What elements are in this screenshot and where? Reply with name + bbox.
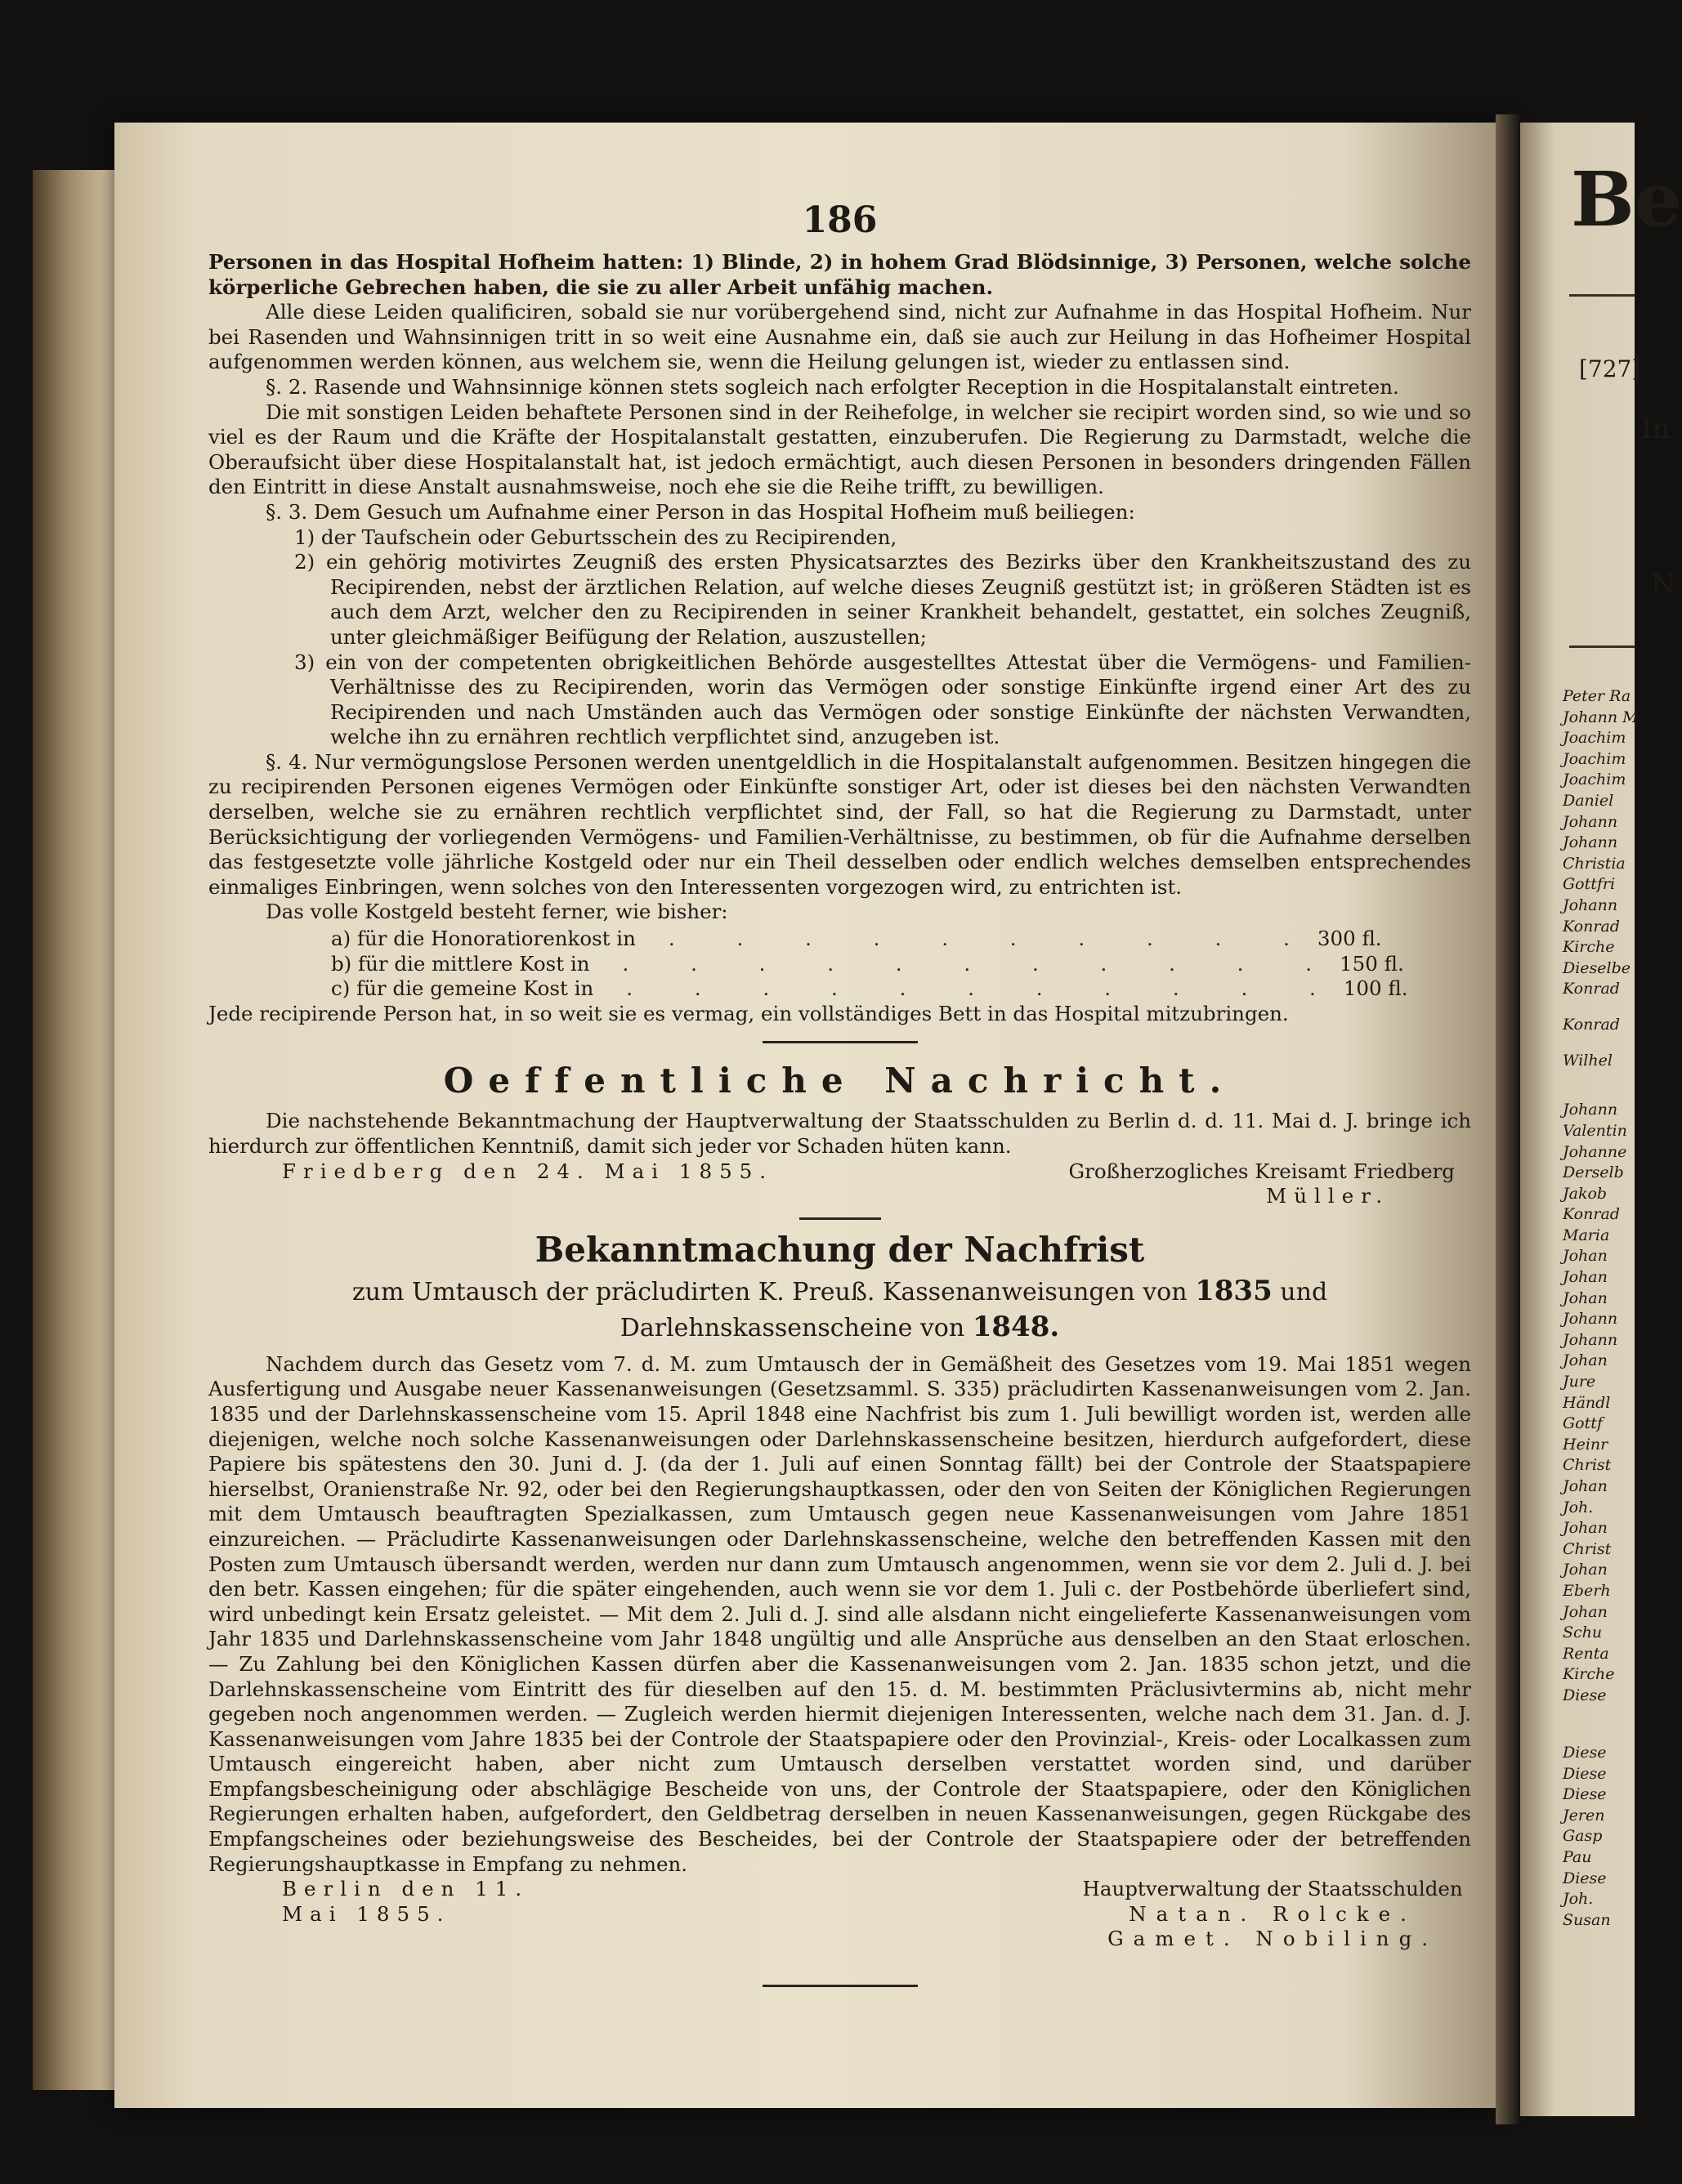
right-page-number: [727]: [1579, 355, 1641, 382]
right-page-name: Johann: [1563, 812, 1618, 831]
right-page-name: Konrad: [1563, 917, 1620, 936]
right-page-name: Kirche: [1563, 938, 1615, 957]
page-content: [208, 196, 1471, 2002]
right-page-name: Wilhel: [1563, 1052, 1613, 1070]
right-page-name: Jakob: [1563, 1184, 1608, 1203]
right-page-name: Johan: [1563, 1289, 1608, 1307]
right-page-name: Renta: [1563, 1644, 1609, 1663]
right-page-name: Johanne: [1563, 1142, 1627, 1161]
list-item: 3) ein von der competenten obrigkeitlichen Behörde ausgestelltes Attestat über die Vermögens- und Familien-Verhältnisse des zu Recipirenden, worin das Vermögen oder sonstige Einkünfte irgend einer Art des zu Recipirenden und nach Umständen auch das Vermögen oder sonstige Einkünfte der nächsten Verwandten, welche ihn zu ernähren rechtlich verpflichtet sind, anzugeben ist.: [294, 650, 1471, 749]
right-page-name-list: [1563, 686, 1677, 1931]
right-page-name: Joachim: [1563, 749, 1626, 768]
right-page-name: Joachim: [1563, 729, 1626, 748]
right-page-name: Jure: [1563, 1373, 1596, 1391]
right-page-name: Johann: [1563, 1101, 1618, 1119]
right-page-name: Konrad: [1563, 980, 1620, 998]
fee-row: [331, 951, 1404, 977]
right-page-name: Valentin: [1563, 1121, 1627, 1140]
right-page-name: Konrad: [1563, 1016, 1620, 1034]
fee-amount: 150 fl.: [1340, 951, 1404, 976]
section-heading-bekanntmachung: Bekanntmachung der Nachfrist: [535, 1229, 1145, 1270]
right-page-rule: [1569, 294, 1635, 297]
right-page-name: Johan: [1563, 1519, 1608, 1538]
fee-leader-dots: . . . . . . . . . . .: [626, 976, 1344, 1001]
right-page-name: Diese: [1563, 1869, 1607, 1887]
paragraph-s2b: Die mit sonstigen Leiden behaftete Personen sind in der Reihefolge, in welcher sie recipirt worden sind, so wie und so viel es der Raum und die Kräfte der Hospitalanstalt gestatten, einzuberufen. Die Regierung zu Darmstadt, welche die Oberaufsicht über diese Hospitalanstalt hat, ist jedoch ermächtigt, auch diesen Personen in besonders dringenden Fällen den Eintritt in diese Anstalt ausnahmsweise, noch ehe sie die Reihe trifft, zu bewilligen.: [208, 400, 1471, 499]
signer: Müller.: [1266, 1184, 1389, 1208]
fee-label: c) für die gemeine Kost in: [331, 976, 594, 1001]
signature-block: [1074, 1877, 1471, 1952]
paragraph-nachricht: Die nachstehende Bekanntmachung der Hauptverwaltung der Staatsschulden zu Berlin d. d. 11. Mai d. J. bringe ich hierdurch zur öffentlichen Kenntniß, damit sich jeder vor Schaden hüten kann.: [208, 1109, 1471, 1158]
right-page-name: Johan: [1563, 1477, 1608, 1495]
paragraph-bekanntmachung: Nachdem durch das Gesetz vom 7. d. M. zum Umtausch der in Gemäßheit des Gesetzes vom 19. Mai 1851 wegen Ausfertigung und Ausgabe neuer Kassenanweisungen (Gesetzsamml. S. 335) präcludirten Kassenanweisungen vom 2. Jan. 1835 und der Darlehnskassenscheine vom 15. April 1848 eine Nachfrist bis zum 1. Juli bewilligt worden ist, werden alle diejenigen, welche noch solche Kassenanweisungen oder Darlehnskassenscheine besitzen, hierdurch aufgefordert, diese Papiere bis spätestens den 30. Juni d. J. (da der 1. Juli auf einen Sonntag fällt) bei der Controle der Staatspapiere hierselbst, Oranienstraße Nr. 92, oder bei den Regierungshauptkassen, oder den von Seiten der Königlichen Regierungen mit dem Umtausch beauftragten Spezialkassen, zum Umtausch gegen neue Kassenanweisungen vom Jahre 1851 einzureichen. — Präcludirte Kassenanweisungen oder Darlehnskassenscheine, welche den betreffenden Kassen mit den Posten zum Umtausch übersandt werden, werden nur dann zum Umtausch angenommen, wenn sie vor dem 2. Juli d. J. bei den betr. Kassen eingehen; für die später eingehenden, auch wenn sie vor dem 1. Juli c. der Postbehörde überliefert sind, wird unbedingt kein Ersatz geleistet. — Mit dem 2. Juli d. J. sind alle alsdann nicht eingelieferte Kassenanweisungen vom Jahr 1835 und Darlehnskassenscheine vom Jahr 1848 ungültig und alle Ansprüche aus denselben an den Staat erloschen. — Zu Zahlung bei den Königlichen Kassen dürfen aber die Kassenanweisungen vom 2. Jan. 1835 schon jetzt, und die Darlehnskassenscheine vom Eintritt des für dieselben auf den 15. d. M. bestimmten Präclusivtermins ab, nicht mehr gegeben noch angenommen werden. — Zugleich werden hiermit diejenigen Interessenten, welche nach dem 31. Jan. d. J. Kassenanweisungen vom Jahre 1835 bei der Controle der Staatspapiere oder den Provinzial-, Kreis- oder Localkassen zum Umtausch eingereicht haben, aber nicht zum Umtausch derselben verstattet worden sind, und darüber Empfangsbescheinigung oder abschlägige Bescheide von uns, der Controle der Staatspapiere, oder den Königlichen Regierungen erhalten haben, aufgefordert, den Geldbetrag derselben in neuen Kassenanweisungen, gegen Rückgabe des Empfangscheines oder beziehungsweise des Bescheides, bei der Controle der Staatspapiere oder der betreffenden Regierungshauptkasse in Empfang zu nehmen.: [208, 1351, 1471, 1876]
right-page-name: Joh.: [1563, 1498, 1594, 1516]
fee-amount: 300 fl.: [1317, 927, 1382, 951]
page-number: 186: [802, 199, 878, 241]
right-page-name: Susan: [1563, 1910, 1611, 1929]
right-page-name: Konrad: [1563, 1205, 1620, 1224]
authority: Hauptverwaltung der Staatsschulden: [1082, 1877, 1463, 1901]
fee-amount: 100 fl.: [1343, 976, 1408, 1001]
paragraph-s3: §. 3. Dem Gesuch um Aufnahme einer Person in das Hospital Hofheim muß beiliegen:: [266, 499, 1135, 524]
section-subheading: [208, 1274, 1471, 1346]
right-page-name: Kirche: [1563, 1665, 1615, 1684]
subheading-part: zum Umtausch der präcludirten K. Preuß. Kassenanweisungen von: [351, 1277, 1188, 1306]
right-page-text-1: In: [1641, 413, 1671, 445]
right-page-name: Händl: [1563, 1393, 1611, 1412]
right-page-name: Daniel: [1563, 791, 1614, 810]
right-page-name: Johann: [1563, 833, 1618, 852]
fee-row: [331, 976, 1408, 1002]
paragraph-bett: Jede recipirende Person hat, in so weit sie es vermag, ein vollständiges Bett in das Hospital mitzubringen.: [208, 1001, 1289, 1025]
requirements-list: [294, 525, 1471, 750]
signature-row: [208, 1877, 1471, 1952]
book-gutter: [1496, 114, 1520, 2124]
paragraph-s4: §. 4. Nur vermögungslose Personen werden unentgeldlich in die Hospitalanstalt aufgenommen. Besitzen hingegen die zu recipirenden Personen eigenes Vermögen oder Einkünfte sonstiger Art, oder ist dieses bei den nächsten Verwandten derselben, welche sie zu ernähren rechtlich verpflichtet sind, der Fall, so hat die Regierung zu Darmstadt, unter Berücksichtigung der vorliegenden Vermögens- und Familien-Verhältnisse, zu bestimmen, ob für die Aufnahme derselben das festgesetzte volle jährliche Kostgeld oder nur ein Theil desselben oder endlich welches demselben entsprechendes einmaliges Einbringen, wenn solches von den Interessenten vorgezogen wird, zu entrichten ist.: [208, 749, 1471, 899]
right-page-name: Johann: [1563, 1330, 1618, 1349]
right-page-name: Dieselbe: [1563, 958, 1631, 977]
fee-label: a) für die Honoratiorenkost in: [331, 927, 636, 951]
fee-leader-dots: . . . . . . . . . . .: [622, 951, 1340, 976]
right-page-name: Christ: [1563, 1539, 1612, 1558]
signers: Natan. Rolcke. Gamet. Nobiling.: [1107, 1901, 1438, 1951]
list-item: 2) ein gehörig motivirtes Zeugniß des ersten Physicatsarztes des Bezirks über den Krankheitszustand des zu Recipirenden, nebst der ärztlichen Relation, auf welche dieses Zeugniß gestützt ist; in größeren Städten ist es auch dem Arzt, welcher den zu Recipirenden in seiner Krankheit behandelt, gestattet, ein solches Zeugniß, unter gleichmäßiger Beifügung der Relation, auszustellen;: [294, 550, 1471, 649]
right-page-name: Joh.: [1563, 1890, 1594, 1909]
subheading-year: 1835: [1195, 1274, 1273, 1307]
right-page-name: Johann: [1563, 895, 1618, 914]
list-item: 1) der Taufschein oder Geburtsschein des zu Recipirenden,: [294, 525, 897, 549]
right-page-name: Peter Ra: [1563, 687, 1631, 705]
subheading-part: und Darlehnskassenscheine von: [620, 1277, 1328, 1342]
paragraph-s2: §. 2. Rasende und Wahnsinnige können stets sogleich nach erfolgter Reception in die Hospitalanstalt eintreten.: [266, 374, 1399, 399]
right-page-name: Diese: [1563, 1686, 1607, 1704]
right-page-name: Johan: [1563, 1247, 1608, 1266]
section-divider: [763, 1985, 918, 1987]
right-page-name: Diese: [1563, 1743, 1607, 1762]
signature-row: [208, 1159, 1471, 1209]
right-page-name: Christia: [1563, 854, 1626, 873]
right-page-name: Schu: [1563, 1623, 1603, 1642]
paragraph-leiden: Alle diese Leiden qualificiren, sobald sie nur vorübergehend sind, nicht zur Aufnahme in das Hospital Hofheim. Nur bei Rasenden und Wahnsinnigen tritt in so weit eine Ausnahme ein, daß sie auch zur Heilung in das Hofheimer Hospital aufgenommen werden können, aus welchem sie, wenn die Heilung gelungen ist, wieder zu entlassen sind.: [208, 300, 1471, 374]
right-page-rule: [1569, 645, 1635, 648]
place-date: Friedberg den 24. Mai 1855.: [282, 1159, 774, 1183]
right-page-name: Eberh: [1563, 1581, 1611, 1600]
right-page-name: Joachim: [1563, 770, 1626, 789]
subheading-year: 1848.: [972, 1310, 1060, 1343]
place-date: Berlin den 11. Mai 1855.: [282, 1877, 530, 1926]
fee-row: [331, 927, 1382, 952]
right-page-name: Maria: [1563, 1226, 1610, 1244]
right-page-name: Christ: [1563, 1456, 1612, 1475]
section-divider: [763, 1041, 918, 1043]
section-divider: [799, 1217, 881, 1220]
fee-label: b) für die mittlere Kost in: [331, 951, 590, 976]
signature-block: [1069, 1159, 1471, 1209]
authority: Großherzogliches Kreisamt Friedberg: [1068, 1159, 1455, 1183]
right-page-name: Gottf: [1563, 1414, 1603, 1433]
right-page-name: Gasp: [1563, 1827, 1603, 1846]
right-page-fragment: [1520, 123, 1682, 2116]
section-heading-nachricht: Oeffentliche Nachricht.: [443, 1061, 1237, 1101]
right-page-name: Jeren: [1563, 1806, 1605, 1824]
fees-intro: Das volle Kostgeld besteht ferner, wie bisher:: [266, 900, 728, 924]
fee-table: [331, 927, 1408, 1002]
right-page-name: Diese: [1563, 1764, 1607, 1783]
fee-leader-dots: . . . . . . . . . .: [668, 927, 1317, 951]
right-page-name: Johan: [1563, 1268, 1608, 1287]
right-page-name: Gottfri: [1563, 875, 1616, 894]
right-page-heading: Be: [1571, 155, 1682, 243]
right-page-name: Johan: [1563, 1561, 1608, 1579]
right-page-name: Heinr: [1563, 1435, 1608, 1454]
right-page-name: Johann: [1563, 1310, 1618, 1329]
right-page-name: Derselb: [1563, 1163, 1624, 1182]
right-page-name: Johan: [1563, 1602, 1608, 1621]
right-page-name: Pau: [1563, 1847, 1592, 1866]
paragraph-intro: Personen in das Hospital Hofheim hatten: 1) Blinde, 2) in hohem Grad Blödsinnige, 3) Personen, welche solche körperliche Gebrechen haben, die sie zu aller Arbeit unfähig machen.: [208, 250, 1471, 299]
right-page-text-2: N: [1651, 568, 1675, 601]
right-page-name: Diese: [1563, 1785, 1607, 1804]
right-page-name: Johan: [1563, 1351, 1608, 1370]
right-page-name: Johann M: [1563, 708, 1639, 726]
